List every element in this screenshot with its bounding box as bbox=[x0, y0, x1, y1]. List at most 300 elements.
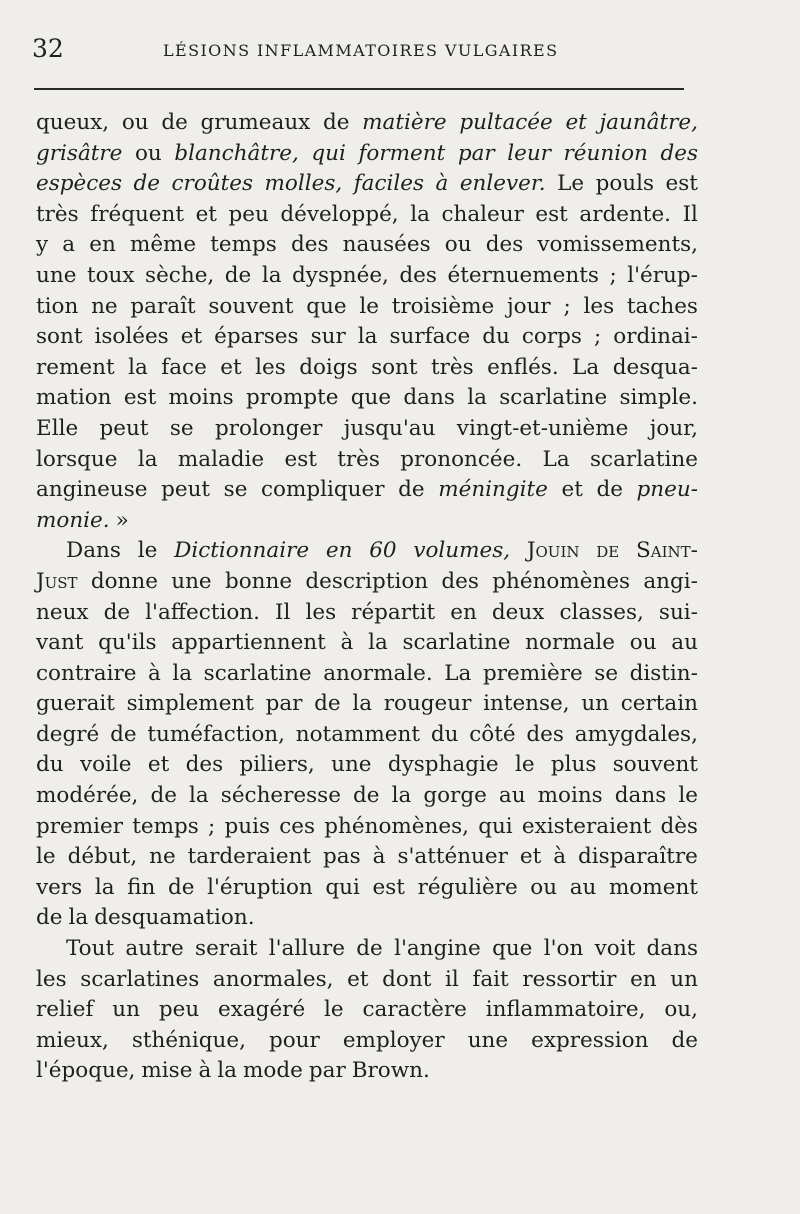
page-header bbox=[32, 34, 692, 74]
word: molles, bbox=[264, 171, 343, 197]
word: maladie bbox=[177, 446, 265, 472]
word: des bbox=[441, 568, 479, 594]
word: de bbox=[596, 538, 620, 564]
word: l'érup- bbox=[627, 262, 698, 288]
word: espèces bbox=[36, 171, 123, 197]
word: temps bbox=[210, 232, 277, 258]
word: desqua- bbox=[612, 354, 698, 380]
word: méningite bbox=[438, 477, 548, 503]
word: très bbox=[337, 446, 380, 472]
word: et bbox=[347, 966, 369, 992]
text-line bbox=[36, 934, 698, 965]
word: sécheresse bbox=[220, 783, 341, 809]
word: la bbox=[467, 385, 487, 411]
word: que bbox=[492, 936, 533, 962]
word: Jouin bbox=[526, 538, 580, 564]
word: de bbox=[167, 874, 195, 900]
word: intense, bbox=[483, 691, 570, 717]
word: est bbox=[284, 446, 317, 472]
word: et bbox=[180, 324, 203, 350]
word: la bbox=[189, 783, 209, 809]
text-line bbox=[36, 750, 698, 781]
word: se bbox=[169, 415, 194, 441]
word: peu bbox=[158, 997, 200, 1023]
word: guerait bbox=[36, 691, 115, 717]
word: dans bbox=[614, 783, 667, 809]
word: la bbox=[217, 1058, 237, 1084]
word: la bbox=[368, 630, 388, 656]
word: de bbox=[161, 110, 188, 135]
word: Il bbox=[682, 201, 698, 227]
word: fréquent bbox=[90, 201, 185, 227]
word: paraît bbox=[130, 293, 196, 319]
word: est bbox=[123, 385, 157, 411]
word: inflammatoire, bbox=[485, 997, 646, 1023]
word: le bbox=[678, 783, 698, 809]
word: même bbox=[129, 232, 197, 258]
word: un bbox=[112, 997, 140, 1023]
word: volumes, bbox=[413, 538, 511, 564]
word: dès bbox=[660, 813, 698, 839]
word: dysphagie bbox=[387, 752, 499, 778]
word: plus bbox=[550, 752, 597, 778]
word: 60 bbox=[369, 538, 397, 564]
text-line bbox=[36, 383, 698, 414]
word: taches bbox=[626, 293, 698, 319]
word: le bbox=[359, 293, 379, 319]
word: la bbox=[410, 201, 430, 227]
word: première bbox=[482, 660, 583, 686]
word: développé, bbox=[280, 201, 399, 227]
word: compliquer bbox=[261, 477, 385, 503]
word: à bbox=[148, 660, 161, 686]
word: la bbox=[352, 691, 373, 717]
word: éparses bbox=[214, 324, 299, 350]
word: des bbox=[399, 262, 437, 288]
word: le bbox=[137, 538, 158, 564]
word: le bbox=[324, 997, 344, 1023]
word: employer bbox=[342, 1027, 445, 1053]
word: peut bbox=[99, 415, 149, 441]
word: le bbox=[514, 752, 535, 778]
word: l'affection. bbox=[145, 599, 260, 625]
word: pneu- bbox=[636, 477, 698, 503]
word: du bbox=[430, 721, 459, 747]
word: de bbox=[322, 110, 350, 135]
word: du bbox=[482, 324, 510, 350]
word: la bbox=[94, 874, 115, 900]
word: moins bbox=[168, 385, 234, 411]
text-line bbox=[36, 322, 698, 353]
word: une bbox=[36, 262, 77, 288]
word: ou bbox=[530, 874, 558, 900]
running-title: LÉSIONS INFLAMMATOIRES VULGAIRES bbox=[163, 41, 559, 60]
word: lorsque bbox=[36, 446, 118, 472]
word: vers bbox=[36, 874, 83, 900]
text-line bbox=[36, 903, 698, 934]
word: fait bbox=[472, 966, 509, 992]
word: ou, bbox=[664, 997, 698, 1023]
word: éternuements bbox=[447, 262, 599, 288]
word: rougeur bbox=[383, 691, 472, 717]
word: autre bbox=[125, 936, 184, 962]
word: de bbox=[224, 262, 252, 288]
text-line bbox=[36, 414, 698, 445]
word: anormales, bbox=[212, 966, 334, 992]
word: tarderaient bbox=[187, 844, 312, 870]
word: jusqu'au bbox=[343, 415, 436, 441]
word: notamment bbox=[295, 721, 420, 747]
word: ne bbox=[91, 293, 118, 319]
word: et bbox=[561, 477, 583, 503]
word: l'éruption bbox=[207, 874, 313, 900]
word: anormale. bbox=[323, 660, 433, 686]
word: de bbox=[353, 783, 380, 809]
word: monie. bbox=[36, 507, 110, 533]
word: des bbox=[526, 721, 564, 747]
word: ne bbox=[149, 844, 176, 870]
word: matière bbox=[362, 110, 447, 135]
word: moins bbox=[537, 783, 603, 809]
word: prolonger bbox=[214, 415, 323, 441]
word: dans bbox=[646, 936, 698, 962]
word: scarlatines bbox=[80, 966, 200, 992]
word: très bbox=[36, 201, 79, 227]
word: face bbox=[161, 354, 207, 380]
word: tion bbox=[36, 293, 79, 319]
word: amygdales, bbox=[574, 721, 698, 747]
word: et bbox=[147, 752, 170, 778]
text-line bbox=[36, 720, 698, 751]
word: leur bbox=[507, 140, 551, 166]
word: qui bbox=[311, 140, 346, 166]
word: mode bbox=[243, 1058, 303, 1084]
word: ou bbox=[121, 110, 149, 135]
word: phénomènes bbox=[492, 568, 631, 594]
text-line bbox=[36, 108, 698, 139]
word: distin- bbox=[629, 660, 698, 686]
word: la bbox=[357, 324, 378, 350]
word: souvent bbox=[612, 752, 698, 778]
word: moment bbox=[609, 874, 698, 900]
text-line bbox=[36, 1056, 698, 1087]
word: la bbox=[128, 354, 148, 380]
word: sui- bbox=[658, 599, 698, 625]
word: l'on bbox=[543, 936, 584, 962]
body-text bbox=[36, 108, 698, 1087]
word: ou bbox=[134, 140, 162, 166]
word: desquamation. bbox=[94, 905, 255, 931]
text-line bbox=[36, 628, 698, 659]
word: scarlatine bbox=[590, 446, 698, 472]
word: description bbox=[305, 568, 429, 594]
word: forment bbox=[358, 140, 446, 166]
word: pour bbox=[268, 1027, 320, 1053]
word: queux, bbox=[36, 110, 110, 135]
word: sèche, bbox=[145, 262, 215, 288]
word: a bbox=[62, 232, 76, 258]
text-line bbox=[36, 781, 698, 812]
word: scarlatine bbox=[203, 660, 312, 686]
word: un bbox=[670, 966, 698, 992]
word: peu bbox=[228, 201, 269, 227]
word: puis bbox=[224, 813, 271, 839]
word: Just bbox=[36, 568, 78, 594]
word: il bbox=[444, 966, 459, 992]
word: l'angine bbox=[394, 936, 481, 962]
text-line bbox=[36, 873, 698, 904]
word: isolées bbox=[94, 324, 169, 350]
word: scarlatine bbox=[402, 630, 511, 656]
word: ces bbox=[279, 813, 316, 839]
text-line bbox=[36, 139, 698, 170]
word: vant bbox=[36, 630, 84, 656]
word: donne bbox=[90, 568, 158, 594]
word: scarlatine bbox=[499, 385, 608, 411]
word: à bbox=[198, 1058, 212, 1084]
word: au bbox=[671, 630, 698, 656]
word: qu'ils bbox=[98, 630, 157, 656]
word: de bbox=[103, 599, 131, 625]
word: des bbox=[660, 140, 698, 166]
text-line bbox=[36, 689, 698, 720]
word: contraire bbox=[36, 660, 137, 686]
word: les bbox=[255, 354, 286, 380]
word: et bbox=[220, 354, 242, 380]
word: de bbox=[110, 721, 137, 747]
word: côté bbox=[469, 721, 516, 747]
word: dont bbox=[382, 966, 432, 992]
word: normale bbox=[525, 630, 616, 656]
word: de bbox=[36, 905, 63, 931]
word: qui bbox=[325, 874, 360, 900]
header-rule bbox=[34, 88, 684, 90]
text-line bbox=[36, 598, 698, 629]
word: que bbox=[350, 385, 392, 411]
word: ordinai- bbox=[613, 324, 698, 350]
word: très bbox=[431, 354, 474, 380]
word: angi- bbox=[643, 568, 698, 594]
text-line bbox=[36, 1026, 698, 1057]
text-line bbox=[36, 842, 698, 873]
text-line bbox=[36, 536, 698, 567]
word: La bbox=[444, 660, 472, 686]
word: que bbox=[306, 293, 347, 319]
text-line bbox=[36, 965, 698, 996]
word: ressortir bbox=[522, 966, 617, 992]
word: troisième bbox=[391, 293, 495, 319]
word: de bbox=[398, 477, 425, 503]
word: jaunâtre, bbox=[599, 110, 698, 135]
word: Le bbox=[557, 171, 585, 197]
word: les bbox=[36, 966, 67, 992]
word: fin bbox=[127, 874, 156, 900]
word: est bbox=[535, 201, 568, 227]
word: en bbox=[450, 599, 477, 625]
word: de bbox=[133, 171, 161, 197]
word: pouls bbox=[595, 171, 655, 197]
word: une bbox=[467, 1027, 509, 1053]
word: Dictionnaire bbox=[174, 538, 310, 564]
word: ; bbox=[563, 293, 571, 319]
word: enflés. bbox=[487, 354, 559, 380]
word: en bbox=[630, 966, 657, 992]
text-line bbox=[36, 261, 698, 292]
word: croûtes bbox=[171, 171, 254, 197]
word: y bbox=[36, 232, 49, 258]
text-line bbox=[36, 506, 698, 537]
word: dans bbox=[403, 385, 455, 411]
word: à bbox=[553, 844, 567, 870]
text-line bbox=[36, 812, 698, 843]
word: un bbox=[581, 691, 610, 717]
word: des bbox=[485, 232, 524, 258]
word: vingt-et-unième bbox=[456, 415, 629, 441]
text-line bbox=[36, 659, 698, 690]
word: au bbox=[569, 874, 597, 900]
text-line bbox=[36, 567, 698, 598]
word: souvent bbox=[208, 293, 294, 319]
word: est bbox=[372, 874, 405, 900]
word: la bbox=[391, 783, 412, 809]
word: voile bbox=[79, 752, 132, 778]
word: dyspnée, bbox=[292, 262, 389, 288]
word: premier bbox=[36, 813, 124, 839]
word: caractère bbox=[362, 997, 467, 1023]
word: l'époque, bbox=[36, 1058, 136, 1084]
word: en bbox=[325, 538, 353, 564]
word: temps bbox=[132, 813, 199, 839]
word: degré bbox=[36, 721, 100, 747]
word: voit bbox=[594, 936, 636, 962]
word: exagéré bbox=[218, 997, 306, 1023]
word: » bbox=[115, 507, 129, 533]
word: corps bbox=[521, 324, 582, 350]
word: qui bbox=[478, 813, 513, 839]
word: chaleur bbox=[441, 201, 524, 227]
word: modérée, bbox=[36, 783, 139, 809]
word: les bbox=[305, 599, 337, 625]
word: la bbox=[137, 446, 158, 472]
word: réunion bbox=[563, 140, 648, 166]
word: sur bbox=[310, 324, 346, 350]
word: par bbox=[308, 1058, 346, 1084]
word: tuméfaction, bbox=[147, 721, 285, 747]
word: de bbox=[596, 477, 623, 503]
word: est bbox=[665, 171, 698, 197]
word: mieux, bbox=[36, 1027, 109, 1053]
word: deux bbox=[491, 599, 545, 625]
word: bonne bbox=[224, 568, 293, 594]
word: gorge bbox=[423, 783, 487, 809]
word: certain bbox=[620, 691, 698, 717]
word: grumeaux bbox=[200, 110, 311, 135]
word: prompte bbox=[245, 385, 339, 411]
text-line bbox=[36, 475, 698, 506]
word: une bbox=[171, 568, 212, 594]
word: enlever. bbox=[459, 171, 546, 197]
word: grisâtre bbox=[36, 140, 123, 166]
word: le bbox=[36, 844, 56, 870]
word: ou bbox=[444, 232, 472, 258]
word: se bbox=[223, 477, 248, 503]
word: et bbox=[565, 110, 587, 135]
word: nausées bbox=[342, 232, 431, 258]
word: jour bbox=[506, 293, 551, 319]
word: s'atténuer bbox=[397, 844, 508, 870]
word: début, bbox=[67, 844, 138, 870]
word: classes, bbox=[559, 599, 644, 625]
word: ou bbox=[629, 630, 657, 656]
word: rement bbox=[36, 354, 115, 380]
word: de bbox=[150, 783, 177, 809]
word: ardente. bbox=[579, 201, 672, 227]
word: une bbox=[331, 752, 372, 778]
word: répartit bbox=[351, 599, 436, 625]
word: Il bbox=[275, 599, 291, 625]
word: peut bbox=[161, 477, 211, 503]
word: Saint- bbox=[636, 538, 698, 564]
word: mise bbox=[141, 1058, 193, 1084]
page-number: 32 bbox=[32, 34, 64, 63]
word: au bbox=[498, 783, 526, 809]
word: sthénique, bbox=[131, 1027, 246, 1053]
word: existeraient bbox=[521, 813, 652, 839]
word: toux bbox=[86, 262, 135, 288]
text-line bbox=[36, 445, 698, 476]
word: du bbox=[36, 752, 64, 778]
word: serait bbox=[195, 936, 258, 962]
word: la bbox=[172, 660, 193, 686]
word: neux bbox=[36, 599, 89, 625]
word: simplement bbox=[126, 691, 254, 717]
text-line bbox=[36, 200, 698, 231]
word: surface bbox=[389, 324, 471, 350]
word: à bbox=[372, 844, 386, 870]
word: doigs bbox=[299, 354, 358, 380]
word: se bbox=[594, 660, 619, 686]
word: à bbox=[435, 171, 449, 197]
word: sont bbox=[371, 354, 418, 380]
word: de bbox=[671, 1027, 698, 1053]
word: jour, bbox=[649, 415, 698, 441]
word: disparaître bbox=[578, 844, 698, 870]
word: des bbox=[290, 232, 329, 258]
word: en bbox=[89, 232, 116, 258]
text-line bbox=[36, 230, 698, 261]
word: de bbox=[356, 936, 383, 962]
word: simple. bbox=[619, 385, 698, 411]
word: Elle bbox=[36, 415, 79, 441]
word: par bbox=[457, 140, 495, 166]
word: ; bbox=[609, 262, 617, 288]
word: Tout bbox=[66, 936, 115, 962]
word: ; bbox=[208, 813, 216, 839]
word: et bbox=[195, 201, 217, 227]
word: Brown. bbox=[351, 1058, 430, 1084]
text-line bbox=[36, 353, 698, 384]
word: La bbox=[542, 446, 570, 472]
word: expression bbox=[531, 1027, 649, 1053]
word: La bbox=[572, 354, 600, 380]
word: Dans bbox=[66, 538, 121, 564]
word: régulière bbox=[417, 874, 518, 900]
text-line bbox=[36, 292, 698, 323]
word: et bbox=[519, 844, 542, 870]
word: vomissements, bbox=[537, 232, 698, 258]
word: la bbox=[261, 262, 282, 288]
word: de bbox=[314, 691, 341, 717]
